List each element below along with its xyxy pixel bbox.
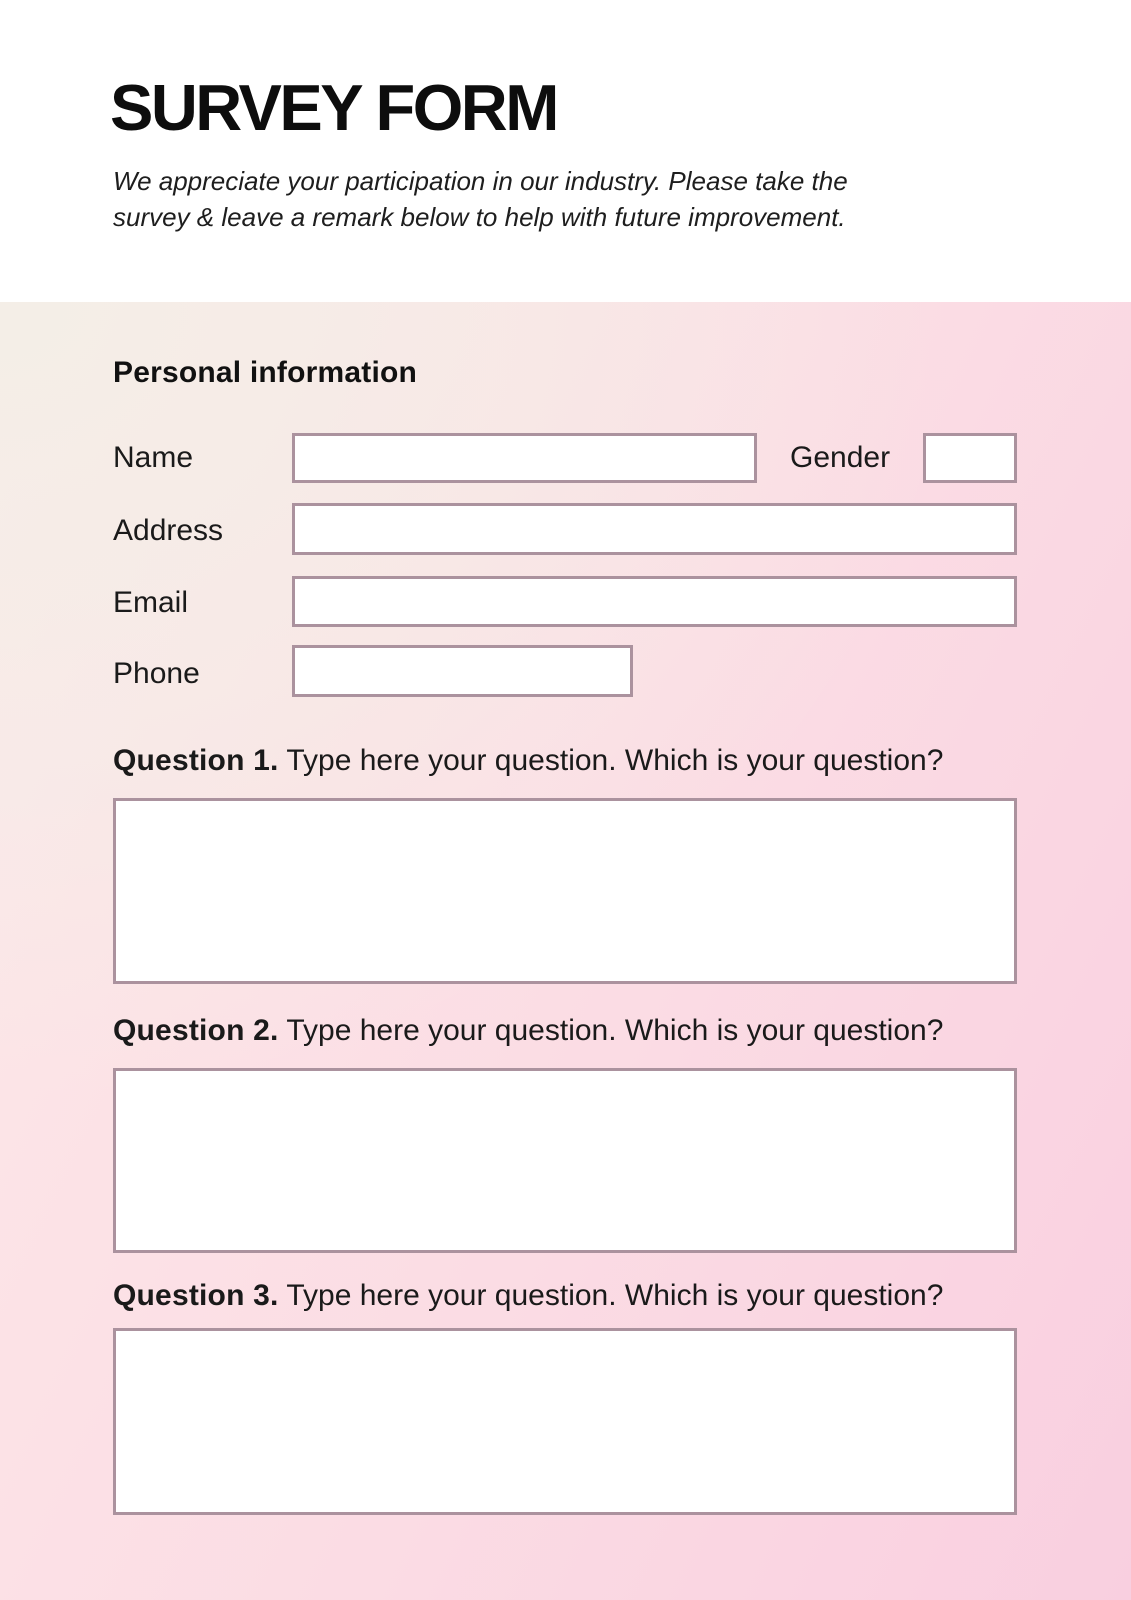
question-3-answer-textarea[interactable] [113,1328,1017,1515]
question-3-number: Question 3. [113,1279,279,1312]
page-title: SURVEY FORM [110,71,557,144]
question-3-heading [113,1278,943,1313]
address-label: Address [113,514,224,547]
subtitle-line-2: survey & leave a remark below to help with future improvement. [113,202,846,232]
question-1-prompt: Type here your question. Which is your question? [286,744,944,777]
phone-label: Phone [113,657,200,690]
question-1-number: Question 1. [113,744,279,777]
gender-input[interactable] [923,433,1017,483]
name-input[interactable] [292,433,757,483]
email-label: Email [113,586,189,619]
name-label: Name [113,441,194,474]
question-2-prompt: Type here your question. Which is your question? [286,1014,944,1047]
address-input[interactable] [292,503,1017,555]
personal-information-heading: Personal information [113,356,418,389]
form-body [0,302,1131,1600]
question-1-heading [113,743,943,778]
page-subtitle [113,163,848,235]
question-2-answer-textarea[interactable] [113,1068,1017,1253]
question-3-prompt: Type here your question. Which is your question? [286,1279,944,1312]
email-input[interactable] [292,576,1017,627]
gender-label: Gender [790,441,891,474]
question-2-number: Question 2. [113,1014,279,1047]
question-1-answer-textarea[interactable] [113,798,1017,984]
question-2-heading [113,1013,943,1048]
subtitle-line-1: We appreciate your participation in our industry. Please take the [113,166,848,196]
phone-input[interactable] [292,645,633,697]
